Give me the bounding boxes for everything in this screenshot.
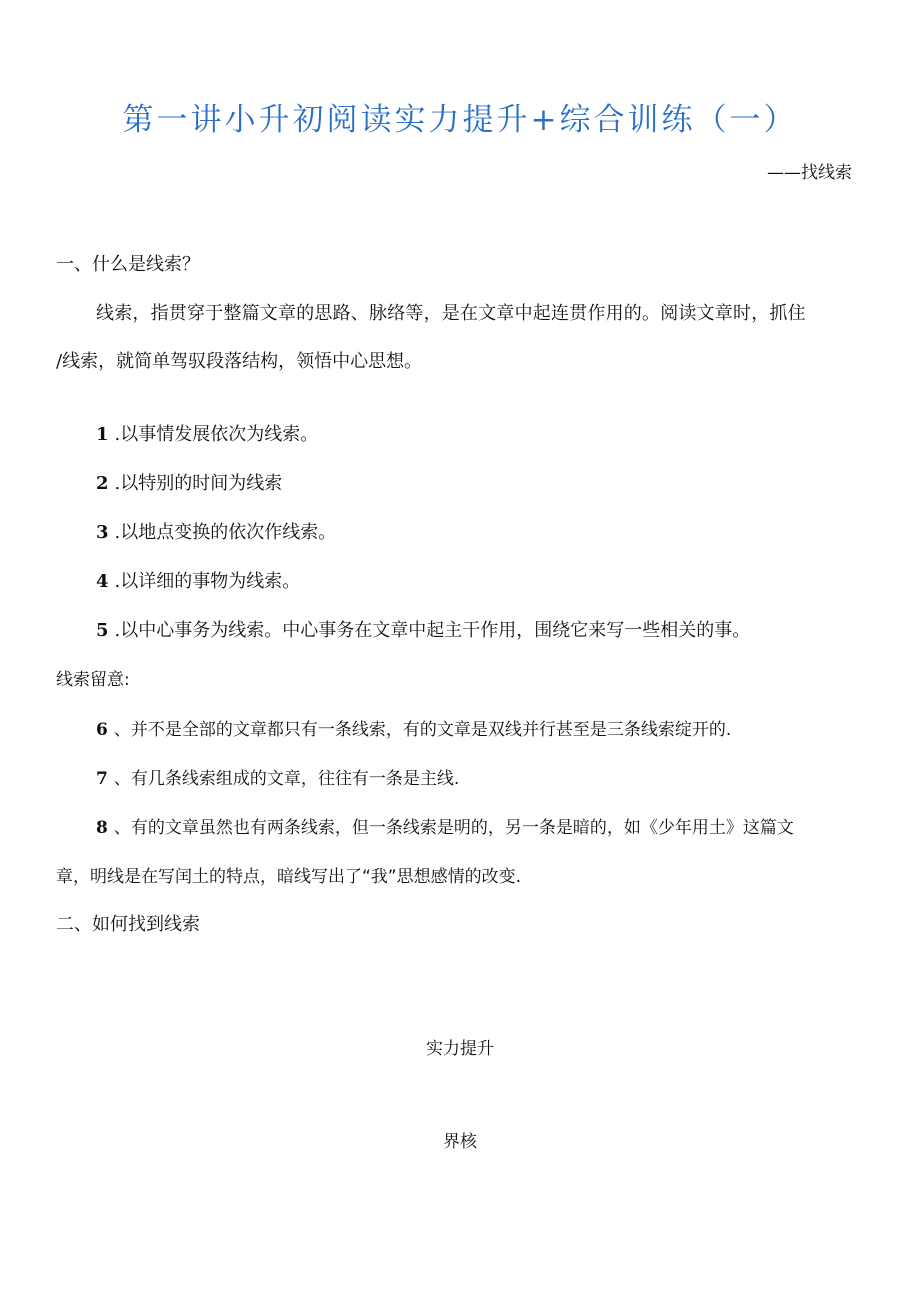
list-item-text: .以事情发展依次为线索。: [114, 424, 319, 445]
page-subtitle: ——找线索: [767, 163, 852, 183]
list-item: [96, 616, 750, 642]
list-item-text: .以特别的时间为线索: [114, 473, 283, 494]
section1-heading: 一、什么是线索？: [56, 254, 200, 275]
list-item-text: .以地点变换的依次作线索。: [114, 522, 337, 543]
list-item-text: 、并不是全部的文章都只有一条线索，有的文章是双线并行甚至是三条线索绽开的.: [113, 720, 732, 740]
page-title: 第一讲小升初阅读实力提升+综合训练（一）: [122, 102, 798, 138]
list-item: [96, 420, 318, 446]
list-item: [96, 469, 282, 495]
section1-intro-line2: /线索，就简单驾驭段落结构，领悟中心思想。: [56, 351, 423, 372]
footer-heading-1: 实力提升: [426, 1039, 494, 1059]
list-item-number: 1: [96, 424, 109, 445]
section1-intro-line1: 线索，指贯穿于整篇文章的思路、脉络等，是在文章中起连贯作用的。阅读文章时，抓住: [96, 303, 806, 324]
list-item-number: 3: [96, 522, 109, 543]
list-item: [96, 764, 459, 789]
notes-heading: 线索留意:: [56, 670, 130, 690]
section2-heading: 二、如何找到线索: [56, 914, 200, 935]
list-item: [96, 715, 731, 740]
list-item-continuation: 章，明线是在写闰土的特点，暗线写出了“我”思想感情的改变.: [56, 867, 522, 887]
list-item-text: 、有几条线索组成的文章，往往有一条是主线.: [113, 769, 460, 789]
list-item: [96, 567, 300, 593]
list-item-text: .以详细的事物为线索。: [114, 571, 301, 592]
list-item-number: 2: [96, 473, 109, 494]
list-item: [96, 518, 336, 544]
list-item-number: 5: [96, 620, 109, 641]
list-item-text: .以中心事务为线索。中心事务在文章中起主干作用，围绕它来写一些相关的事。: [114, 620, 751, 641]
list-item-text: 、有的文章虽然也有两条线索，但一条线索是明的，另一条是暗的，如《少年用土》这篇文: [113, 818, 794, 838]
list-item-number: 6: [96, 720, 108, 740]
list-item-number: 4: [96, 571, 109, 592]
footer-heading-2: 界核: [443, 1132, 477, 1152]
list-item-number: 7: [96, 769, 108, 789]
list-item-number: 8: [96, 818, 108, 838]
list-item: [96, 813, 794, 838]
